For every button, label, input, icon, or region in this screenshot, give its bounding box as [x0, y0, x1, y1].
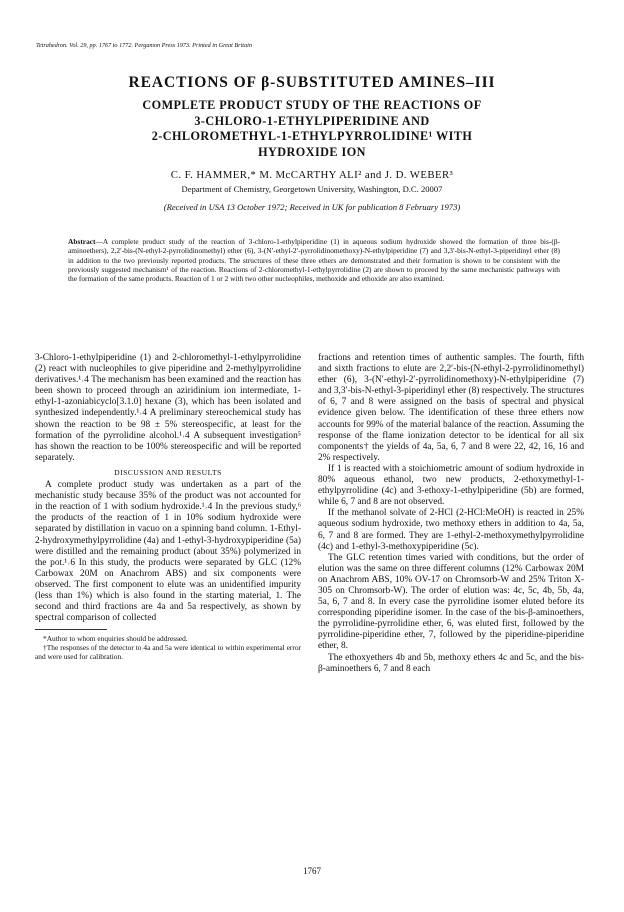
body-paragraph: If the methanol solvate of 2-HCl (2-HCl:MeOH) is reacted in 25% aqueous sodium hydroxide, two methoxy ethers in addition to 4a, 5a, 6, 7 and 8 are formed. They are 1-ethyl-2-methoxymethylpyrrolidine (4c) and 1-ethyl-3-methoxypiperidine (5c).	[318, 508, 584, 552]
article-subtitle	[30, 98, 594, 160]
body-paragraph: A complete product study was undertaken as a part of the mechanistic study because 35% of the product was not accounted for in the reaction of 1 with sodium hydroxide.¹˒4 In the previous study,⁶ the products of the reaction of 1 in 10% sodium hydroxide were separated by distillation in vacuo on a spinning band column. 1-Ethyl-2-hydroxymethylpyrrolidine (4a) and 1-ethyl-3-hydroxypiperidine (5a) were distilled and the remaining product (about 35%) polymerized in the pot.¹˒6 In this study, the products were separated by GLC (12% Carbowax 20M on Anachrom ABS) and six components were observed. The first component to elute was an unidentified impurity (less than 1%) which is also found in the starting material, 1. The second and third fractions are 4a and 5a respectively, as shown by spectral comparison of collected	[35, 480, 301, 624]
abstract-text: —A complete product study of the reaction of 3-chloro-1-ethylpiperidine (1) in aqueous sodium hydroxide showed the formation of three bis-(β-aminoethers), 2,2′-bis-(N-ethyl-2-pyrrolidinomethyl) ether (6), 3-(N′-ethyl-2′-pyrrolidinomethoxy)-N-ethylpiperidine (7) and 3,3′-bis-N-ethyl-3-piperidinyl ether (8) in addition to the two previously reported products. The structures of these three ethers are demonstrated and their formation is shown to be consistent with the previously suggested mechanism¹ of the reaction. Reactions of 2-chloromethyl-1-ethylpyrrolidine (2) are shown to proceed by the same mechanistic pathways with the formation of the same products. Reaction of 1 or 2 with two other nucleophiles, methoxide and ethoxide are also examined.	[68, 237, 560, 284]
subtitle-line: HYDROXIDE ION	[258, 144, 366, 159]
subtitle-line: COMPLETE PRODUCT STUDY OF THE REACTIONS OF	[142, 98, 482, 112]
section-heading: DISCUSSION AND RESULTS	[114, 467, 222, 477]
article-title: REACTIONS OF β-SUBSTITUTED AMINES–III	[128, 74, 496, 91]
footnote-rule	[35, 629, 107, 630]
title-block	[30, 74, 594, 213]
left-column	[35, 353, 301, 661]
body-paragraph: The ethoxyethers 4b and 5b, methoxy ethers 4c and 5c, and the bis-β-aminoethers 6, 7 and 8 each	[318, 652, 584, 674]
footnote: †The responses of the detector to 4a and 5a were identical to within experimental error and were used for calibration.	[35, 643, 301, 662]
subtitle-line: 2-CHLOROMETHYL-1-ETHYLPYRROLIDINE¹ WITH	[151, 129, 473, 144]
body-paragraph: The GLC retention times varied with conditions, but the order of elution was the same on three different columns (12% Carbowax 20M on Anachrom ABS, 10% OV-17 on Chromsorb-W and 25% Triton X-305 on Chromsorb-W). The order of elution was: 4c, 5c, 4b, 5b, 4a, 5a, 6, 7 and 8. In every case the pyrrolidine isomer eluted before its corresponding piperidine isomer. In the case of the bis-β-aminoethers, the pyrrolidine-pyrrolidine ether, 6, was eluted first, followed by the pyrrolidine-piperidine ether, 7, followed by the piperidine-piperidine ether, 8.	[318, 552, 584, 652]
authors: C. F. HAMMER,* M. McCARTHY ALI² and J. D. WEBER³	[170, 169, 454, 182]
right-column	[318, 353, 584, 675]
body-paragraph: If 1 is reacted with a stoichiometric amount of sodium hydroxide in 80% aqueous ethanol, two new products, 2-ethoxymethyl-1-ethylpyrrolidine (4c) and 3-ethoxy-1-ethylpiperidine (5b) are formed, while 6, 7 and 8 are not observed.	[318, 463, 584, 508]
abstract	[68, 237, 560, 283]
affiliation: Department of Chemistry, Georgetown University, Washington, D.C. 20007	[181, 184, 443, 195]
subtitle-line: 3-CHLORO-1-ETHYLPIPERIDINE AND	[194, 113, 430, 128]
abstract-label: Abstract	[68, 237, 96, 246]
footnote: *Author to whom enquiries should be addressed.	[43, 634, 188, 644]
received-dates: (Received in USA 13 October 1972; Received in UK for publication 8 February 1973)	[163, 202, 461, 213]
running-head: Tetrahedron. Vol. 29, pp. 1767 to 1772. Pergamon Press 1973. Printed in Great Britain	[36, 42, 252, 49]
page-number: 1767	[303, 866, 321, 876]
body-paragraph: fractions and retention times of authentic samples. The fourth, fifth and sixth fractions to elute are 2,2′-bis-(N-ethyl-2-pyrrolidinomethyl) ether (6), 3-(N′-ethyl-2′-pyrrolidinomethoxy)-N-ethylpiperidine (7) and 3,3′-bis-N-ethyl-3-piperidinyl ether (8) respectively. The structures of 6, 7 and 8 were assigned on the basis of spectral and physical evidence given below. The identification of these three ethers now accounts for 99% of the material balance of the reaction. Assuming the response of the flame ionization detector to be identical for all six components† the yields of 4a, 5a, 6, 7 and 8 were 22, 42, 16, 16 and 2% respectively.	[318, 353, 584, 463]
body-paragraph: 3-Chloro-1-ethylpiperidine (1) and 2-chloromethyl-1-ethylpyrrolidine (2) react with nucleophiles to give piperidine and 2-methylpyrrolidine derivatives.¹˒4 The mechanism has been examined and the reaction has been shown to proceed through an aziridinium ion intermediate, 1-ethyl-1-azoniabicyclo[3.1.0] hexane (3), which has been isolated and synthesized independently.¹˒4 A preliminary stereochemical study has shown the reaction to be 98 ± 5% stereospecific, at least for the formation of the pyrrolidine alcohol.¹˒4 A subsequent investigation⁵ has shown the reaction to be 100% stereospecific and will be reported separately.	[35, 353, 301, 463]
